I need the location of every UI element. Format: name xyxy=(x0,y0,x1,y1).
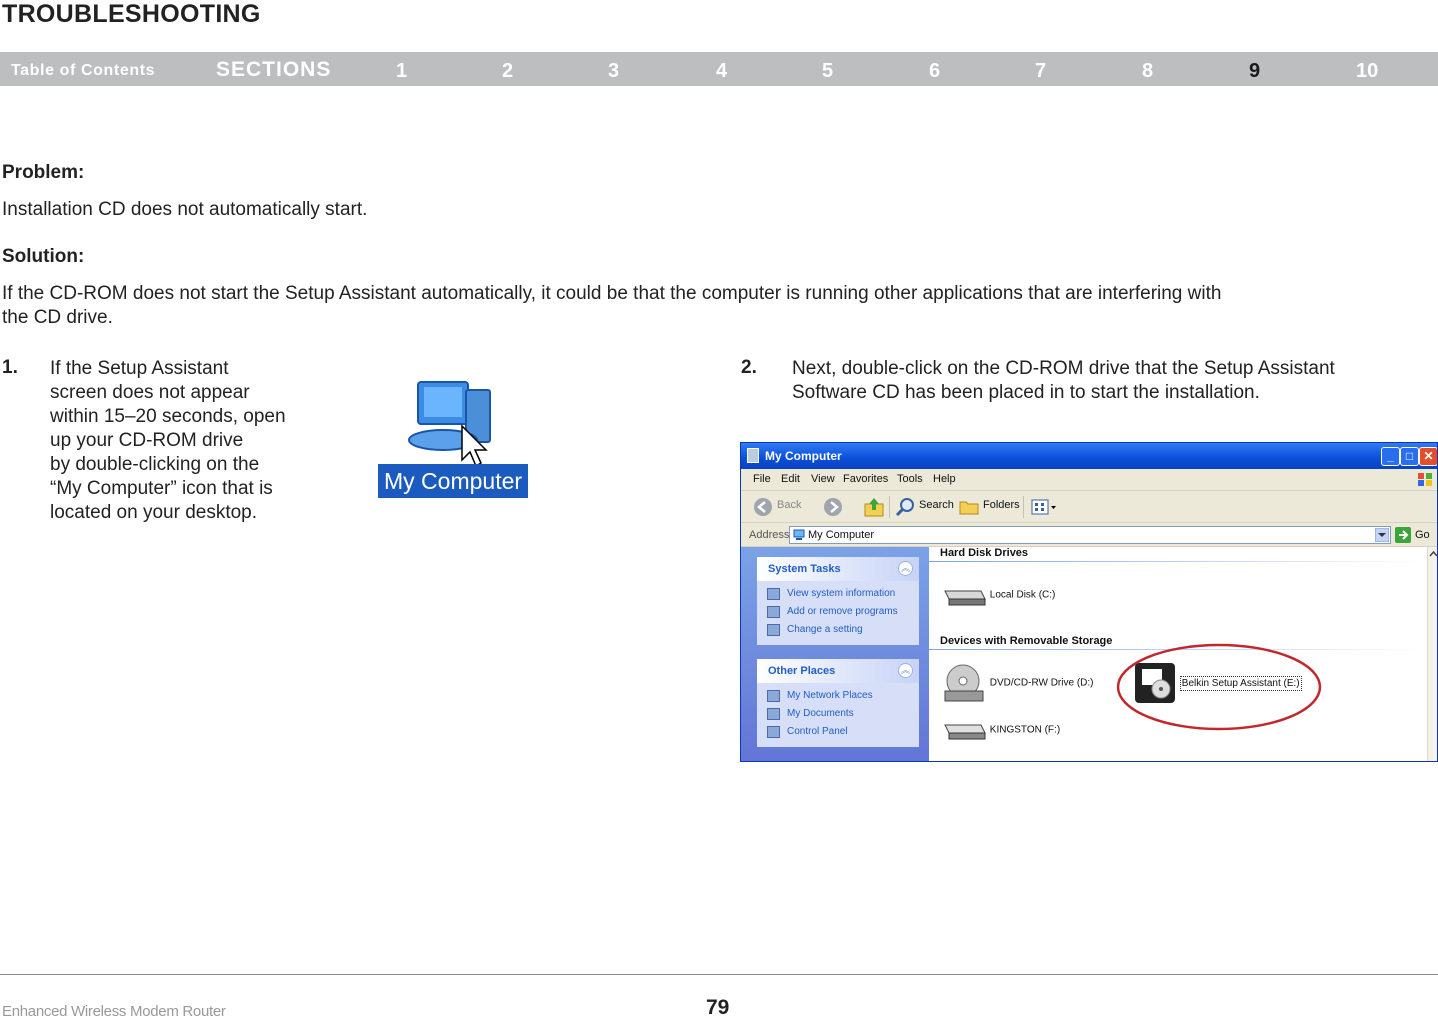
computer-icon xyxy=(793,529,805,541)
section-link-1[interactable]: 1 xyxy=(396,60,408,82)
task-view-system-info[interactable]: View system information xyxy=(757,585,919,603)
place-network-places[interactable]: My Network Places xyxy=(757,687,919,705)
settings-icon xyxy=(767,624,780,636)
windows-logo-icon xyxy=(1417,472,1433,487)
menu-help[interactable]: Help xyxy=(933,473,956,485)
step-2-text: Next, double-click on the CD-ROM drive that the Setup Assistant Software CD has been placed in to start the installation. xyxy=(792,358,1335,403)
system-tasks-title[interactable]: System Tasks xyxy=(768,563,841,575)
solution-text-line-1: If the CD-ROM does not start the Setup Assistant automatically, it could be that the computer is running other applications that are interfering with xyxy=(2,283,1222,304)
page-number: 79 xyxy=(706,996,730,1018)
computer-icon xyxy=(747,448,759,463)
back-button-label[interactable]: Back xyxy=(777,499,802,511)
menu-tools[interactable]: Tools xyxy=(897,473,923,485)
belkin-setup-assistant-drive[interactable]: Belkin Setup Assistant (E:) xyxy=(1133,661,1302,705)
section-link-9[interactable]: 9 xyxy=(1249,60,1261,82)
section-link-4[interactable]: 4 xyxy=(716,60,728,82)
address-value: My Computer xyxy=(808,529,875,541)
programs-icon xyxy=(767,606,780,618)
system-tasks-panel xyxy=(757,557,919,645)
problem-text: Installation CD does not automatically start. xyxy=(2,199,368,220)
kingston-drive-f[interactable]: KINGSTON (F:) xyxy=(941,717,1060,743)
my-computer-label: My Computer xyxy=(378,464,528,498)
computer-icon xyxy=(378,362,538,472)
footer-divider xyxy=(0,974,1438,975)
go-arrow-icon[interactable] xyxy=(1395,527,1411,543)
collapse-chevron-icon[interactable]: ︽ xyxy=(898,561,913,576)
address-label: Address xyxy=(749,529,790,541)
window-title: My Computer xyxy=(765,449,842,463)
highlight-ellipse xyxy=(1115,641,1323,735)
task-pane xyxy=(741,547,929,762)
step-2-number: 2. xyxy=(741,357,757,378)
menu-bar xyxy=(741,469,1438,491)
up-folder-icon[interactable] xyxy=(863,496,885,518)
system-info-icon xyxy=(767,588,780,600)
other-places-title[interactable]: Other Places xyxy=(768,665,836,677)
hard-disk-header: Hard Disk Drives xyxy=(940,547,1029,559)
footer-product-name: Enhanced Wireless Modem Router xyxy=(2,1003,226,1018)
local-disk-c[interactable]: Local Disk (C:) xyxy=(941,583,1055,607)
section-navbar xyxy=(0,52,1438,86)
other-places-panel xyxy=(757,659,919,747)
section-link-2[interactable]: 2 xyxy=(502,60,514,82)
dvd-drive-d[interactable]: DVD/CD-RW Drive (D:) xyxy=(941,661,1093,705)
search-button-label[interactable]: Search xyxy=(919,499,954,511)
folders-icon[interactable] xyxy=(959,498,979,516)
my-computer-desktop-icon[interactable] xyxy=(378,362,538,502)
menu-edit[interactable]: Edit xyxy=(781,473,800,485)
solution-text-line-2: the CD drive. xyxy=(2,307,113,328)
step-1-number: 1. xyxy=(2,357,18,378)
problem-label: Problem: xyxy=(2,162,85,183)
folders-button-label[interactable]: Folders xyxy=(983,499,1020,511)
search-icon[interactable] xyxy=(895,497,915,517)
sections-label: SECTIONS xyxy=(216,58,332,81)
address-field[interactable] xyxy=(789,526,1391,544)
forward-arrow-icon[interactable] xyxy=(823,497,843,517)
collapse-chevron-icon[interactable]: ︽ xyxy=(898,663,913,678)
my-computer-window xyxy=(740,442,1438,762)
task-change-setting[interactable]: Change a setting xyxy=(757,621,919,639)
section-link-10[interactable]: 10 xyxy=(1356,60,1379,82)
toolbar xyxy=(741,491,1438,523)
network-icon xyxy=(767,690,780,702)
section-link-3[interactable]: 3 xyxy=(608,60,620,82)
scroll-up-arrow-icon[interactable] xyxy=(1428,548,1438,560)
removable-storage-header: Devices with Removable Storage xyxy=(940,635,1113,647)
address-bar xyxy=(741,523,1438,547)
minimize-button[interactable]: _ xyxy=(1381,447,1400,466)
menu-favorites[interactable]: Favorites xyxy=(843,473,889,485)
section-link-8[interactable]: 8 xyxy=(1142,60,1154,82)
section-link-5[interactable]: 5 xyxy=(822,60,834,82)
place-my-documents[interactable]: My Documents xyxy=(757,705,919,723)
solution-label: Solution: xyxy=(2,246,85,267)
maximize-button[interactable]: □ xyxy=(1400,447,1419,466)
documents-icon xyxy=(767,708,780,720)
close-button[interactable]: ✕ xyxy=(1419,447,1438,466)
back-arrow-icon[interactable] xyxy=(753,497,773,517)
window-titlebar xyxy=(741,443,1438,469)
hard-drive-icon xyxy=(941,583,987,607)
task-add-remove-programs[interactable]: Add or remove programs xyxy=(757,603,919,621)
section-link-6[interactable]: 6 xyxy=(929,60,941,82)
table-of-contents-link[interactable]: Table of Contents xyxy=(11,62,156,79)
vertical-scrollbar[interactable] xyxy=(1427,547,1438,762)
step-1-text: If the Setup Assistant screen does not appear within 15–20 seconds, open up your CD-ROM drive by double-clicking on the “My Computer” icon that is located on your desktop. xyxy=(50,358,286,523)
go-button-label[interactable]: Go xyxy=(1415,529,1430,541)
views-icon[interactable] xyxy=(1031,498,1057,516)
drives-pane xyxy=(929,547,1427,762)
menu-file[interactable]: File xyxy=(753,473,771,485)
menu-view[interactable]: View xyxy=(811,473,835,485)
control-panel-icon xyxy=(767,726,780,738)
place-control-panel[interactable]: Control Panel xyxy=(757,723,919,741)
section-link-7[interactable]: 7 xyxy=(1035,60,1047,82)
dvd-drive-icon xyxy=(941,661,987,705)
dropdown-arrow-icon[interactable] xyxy=(1375,528,1389,542)
removable-disk-icon xyxy=(941,717,987,743)
page-title: TROUBLESHOOTING xyxy=(2,0,261,28)
